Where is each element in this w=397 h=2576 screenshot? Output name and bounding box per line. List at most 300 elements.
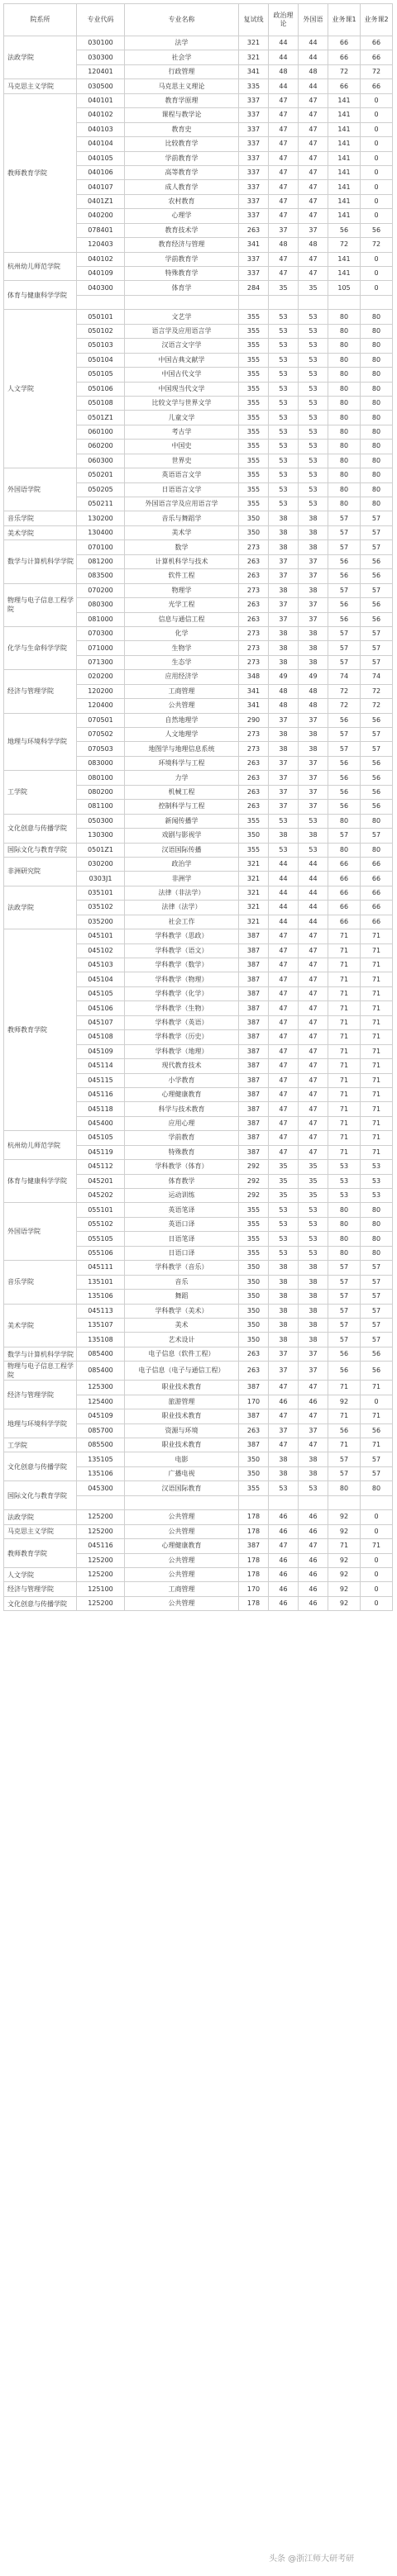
score-cell: 57 — [361, 655, 393, 669]
score-cell: 263 — [239, 785, 269, 799]
score-cell: 273 — [239, 728, 269, 742]
code-cell: 071000 — [77, 641, 125, 655]
score-cell: 355 — [239, 1232, 269, 1246]
score-cell: 56 — [328, 785, 361, 799]
score-cell: 47 — [269, 137, 299, 151]
score-cell: 71 — [361, 1409, 393, 1423]
score-cell: 38 — [269, 655, 299, 669]
major-name-cell: 公共管理 — [125, 1567, 239, 1581]
major-name-cell: 社会工作 — [125, 915, 239, 929]
score-cell: 141 — [328, 267, 361, 281]
score-cell: 71 — [328, 986, 361, 1000]
dept-cell: 地理与环境科学学院 — [4, 713, 77, 771]
code-cell: 045105 — [77, 1131, 125, 1145]
score-cell: 66 — [328, 886, 361, 900]
score-cell: 66 — [328, 36, 361, 50]
code-cell: 050106 — [77, 382, 125, 396]
score-cell: 71 — [328, 1438, 361, 1452]
code-cell: 040105 — [77, 151, 125, 165]
score-cell: 66 — [361, 36, 393, 50]
score-cell: 48 — [269, 699, 299, 713]
score-cell: 72 — [361, 64, 393, 78]
score-cell: 53 — [269, 1217, 299, 1231]
score-cell: 350 — [239, 1304, 269, 1318]
score-cell: 37 — [269, 569, 299, 583]
score-cell: 57 — [361, 1304, 393, 1318]
dept-cell: 数学与计算机科学学院 — [4, 1347, 77, 1361]
score-cell: 80 — [361, 1481, 393, 1495]
score-cell: 38 — [269, 728, 299, 742]
score-cell: 56 — [328, 771, 361, 785]
score-cell: 66 — [361, 50, 393, 64]
score-cell: 46 — [269, 1567, 299, 1581]
code-cell — [77, 295, 125, 309]
score-cell: 71 — [361, 972, 393, 986]
score-cell: 263 — [239, 1423, 269, 1438]
score-cell: 44 — [299, 50, 328, 64]
score-cell: 92 — [328, 1395, 361, 1409]
score-cell: 53 — [269, 1481, 299, 1495]
score-cell: 57 — [361, 626, 393, 640]
score-cell: 53 — [299, 454, 328, 468]
code-cell: 135105 — [77, 1452, 125, 1466]
score-cell: 37 — [299, 598, 328, 612]
score-cell: 47 — [299, 194, 328, 208]
score-cell: 355 — [239, 339, 269, 353]
score-cell: 387 — [239, 1044, 269, 1058]
score-cell: 71 — [361, 1001, 393, 1015]
score-cell: 38 — [299, 1304, 328, 1318]
score-cell: 53 — [299, 396, 328, 410]
major-name-cell: 机械工程 — [125, 785, 239, 799]
code-cell: 040102 — [77, 252, 125, 266]
dept-cell: 体育与健康科学学院 — [4, 281, 77, 310]
score-cell: 57 — [361, 511, 393, 525]
score-cell: 80 — [361, 1232, 393, 1246]
dept-cell: 音乐学院 — [4, 511, 77, 525]
score-cell: 0 — [361, 93, 393, 107]
score-cell: 141 — [328, 108, 361, 122]
major-name-cell: 体育学 — [125, 281, 239, 295]
score-cell: 71 — [328, 1087, 361, 1101]
score-cell — [328, 295, 361, 309]
code-cell: 125300 — [77, 1381, 125, 1395]
score-cell: 56 — [328, 800, 361, 814]
major-name-cell: 教育经济与管理 — [125, 238, 239, 252]
major-name-cell: 英语语言文学 — [125, 468, 239, 482]
score-cell: 387 — [239, 1116, 269, 1130]
code-cell: 050105 — [77, 368, 125, 382]
score-cell: 263 — [239, 569, 269, 583]
score-cell: 47 — [269, 1145, 299, 1159]
score-cell: 47 — [269, 194, 299, 208]
score-cell: 71 — [361, 958, 393, 972]
major-name-cell: 生态学 — [125, 655, 239, 669]
code-cell: 085400 — [77, 1347, 125, 1361]
score-cell: 47 — [299, 1409, 328, 1423]
table-row — [4, 583, 393, 597]
score-cell: 341 — [239, 684, 269, 698]
score-cell: 0 — [361, 137, 393, 151]
score-cell: 284 — [239, 281, 269, 295]
score-cell: 37 — [299, 1347, 328, 1361]
major-name-cell: 小学教育 — [125, 1073, 239, 1087]
major-name-cell: 法律（非法学） — [125, 886, 239, 900]
score-cell: 56 — [361, 598, 393, 612]
score-cell: 56 — [328, 223, 361, 237]
score-cell: 47 — [269, 108, 299, 122]
score-cell: 44 — [299, 79, 328, 93]
major-name-cell: 职业技术教育 — [125, 1381, 239, 1395]
score-cell: 37 — [269, 1423, 299, 1438]
table-body — [4, 36, 393, 1611]
major-name-cell: 学科教学（音乐） — [125, 1261, 239, 1275]
score-cell: 38 — [299, 742, 328, 756]
dept-cell: 国际文化与教育学院 — [4, 843, 77, 857]
score-cell: 355 — [239, 1481, 269, 1495]
code-cell: 081000 — [77, 612, 125, 626]
score-cell: 71 — [361, 1381, 393, 1395]
header-cell: 业务课2 — [361, 4, 393, 36]
code-cell: 040102 — [77, 108, 125, 122]
dept-cell: 文化创意与传播学院 — [4, 814, 77, 843]
code-cell: 040109 — [77, 267, 125, 281]
table-row — [4, 1596, 393, 1610]
code-cell: 045400 — [77, 1116, 125, 1130]
score-cell: 37 — [269, 612, 299, 626]
score-cell: 0 — [361, 122, 393, 136]
major-name-cell: 政治学 — [125, 857, 239, 871]
score-cell: 71 — [328, 1381, 361, 1395]
score-cell: 57 — [361, 1261, 393, 1275]
score-cell: 273 — [239, 641, 269, 655]
code-cell: 030300 — [77, 50, 125, 64]
score-cell: 355 — [239, 1246, 269, 1260]
score-cell: 387 — [239, 1015, 269, 1029]
score-cell: 57 — [361, 1466, 393, 1480]
score-cell: 38 — [299, 829, 328, 843]
score-cell: 57 — [328, 540, 361, 554]
score-cell: 47 — [299, 986, 328, 1000]
score-cell: 80 — [328, 353, 361, 367]
score-cell: 38 — [299, 1452, 328, 1466]
score-cell: 263 — [239, 598, 269, 612]
score-cell: 71 — [361, 1145, 393, 1159]
score-cell: 355 — [239, 368, 269, 382]
dept-cell: 杭州幼儿师范学院 — [4, 252, 77, 281]
score-cell: 53 — [299, 353, 328, 367]
score-cell: 355 — [239, 843, 269, 857]
score-cell: 66 — [361, 857, 393, 871]
score-cell: 71 — [328, 1030, 361, 1044]
score-cell: 80 — [328, 468, 361, 482]
score-cell: 337 — [239, 151, 269, 165]
score-cell: 37 — [299, 223, 328, 237]
score-cell: 35 — [299, 281, 328, 295]
major-name-cell: 工商管理 — [125, 684, 239, 698]
score-cell: 47 — [299, 1015, 328, 1029]
score-cell: 37 — [299, 554, 328, 568]
score-cell: 350 — [239, 1452, 269, 1466]
score-cell: 48 — [269, 64, 299, 78]
major-name-cell: 旅游管理 — [125, 1395, 239, 1409]
score-cell: 337 — [239, 122, 269, 136]
score-cell: 53 — [328, 1160, 361, 1174]
score-cell: 53 — [361, 1174, 393, 1188]
major-name-cell: 学科教学（思政） — [125, 929, 239, 943]
score-cell: 341 — [239, 238, 269, 252]
major-name-cell: 心理健康教育 — [125, 1539, 239, 1553]
score-cell: 56 — [328, 756, 361, 770]
score-cell: 53 — [299, 843, 328, 857]
score-cell: 71 — [328, 958, 361, 972]
score-cell: 44 — [299, 872, 328, 886]
major-name-cell: 化学 — [125, 626, 239, 640]
major-name-cell: 高等教育学 — [125, 165, 239, 179]
score-cell: 56 — [361, 223, 393, 237]
score-cell: 37 — [299, 612, 328, 626]
score-cell: 66 — [328, 50, 361, 64]
major-name-cell: 物理学 — [125, 583, 239, 597]
score-cell: 56 — [328, 713, 361, 727]
score-cell: 80 — [328, 440, 361, 454]
score-cell: 71 — [328, 1102, 361, 1116]
dept-cell: 文化创意与传播学院 — [4, 1452, 77, 1481]
score-cell: 38 — [269, 1466, 299, 1480]
code-cell: 050300 — [77, 814, 125, 828]
table-row — [4, 771, 393, 785]
code-cell: 045102 — [77, 943, 125, 958]
major-name-cell: 学科教学（地理） — [125, 1044, 239, 1058]
dept-cell: 物理与电子信息工程学院 — [4, 583, 77, 626]
major-name-cell: 英语笔译 — [125, 1203, 239, 1217]
major-name-cell: 新闻传播学 — [125, 814, 239, 828]
code-cell: 083000 — [77, 756, 125, 770]
major-name-cell: 公共管理 — [125, 1553, 239, 1567]
score-cell: 47 — [299, 180, 328, 194]
score-cell: 47 — [299, 1131, 328, 1145]
score-cell: 53 — [269, 1203, 299, 1217]
score-cell: 66 — [328, 79, 361, 93]
score-cell: 80 — [328, 382, 361, 396]
score-cell: 44 — [269, 901, 299, 915]
score-cell: 80 — [361, 324, 393, 338]
major-name-cell: 教育技术学 — [125, 223, 239, 237]
score-cell: 47 — [269, 1438, 299, 1452]
score-cell: 71 — [361, 1015, 393, 1029]
score-cell: 47 — [299, 1044, 328, 1058]
score-cell: 47 — [299, 165, 328, 179]
code-cell: 030100 — [77, 36, 125, 50]
score-cell: 47 — [299, 137, 328, 151]
score-cell: 47 — [269, 972, 299, 986]
code-cell: 081200 — [77, 554, 125, 568]
score-cell: 47 — [269, 1381, 299, 1395]
score-cell: 53 — [299, 411, 328, 425]
score-cell: 35 — [269, 281, 299, 295]
score-cell: 355 — [239, 1203, 269, 1217]
score-cell: 66 — [361, 79, 393, 93]
score-cell: 178 — [239, 1596, 269, 1610]
score-cell: 47 — [299, 943, 328, 958]
score-cell: 80 — [361, 339, 393, 353]
score-cell: 57 — [328, 742, 361, 756]
major-name-cell: 中国古典文献学 — [125, 353, 239, 367]
score-cell: 80 — [328, 1203, 361, 1217]
score-cell: 38 — [269, 525, 299, 539]
score-cell: 38 — [299, 626, 328, 640]
score-cell: 37 — [269, 598, 299, 612]
score-cell: 57 — [328, 1275, 361, 1289]
score-cell: 53 — [299, 368, 328, 382]
score-cell: 0 — [361, 1510, 393, 1524]
score-cell: 72 — [328, 684, 361, 698]
score-cell: 355 — [239, 310, 269, 324]
score-cell: 71 — [361, 1131, 393, 1145]
score-cell: 48 — [299, 699, 328, 713]
score-cell: 350 — [239, 1318, 269, 1332]
score-cell: 47 — [269, 1001, 299, 1015]
table-row — [4, 310, 393, 324]
score-cell: 44 — [269, 915, 299, 929]
score-cell: 387 — [239, 1131, 269, 1145]
watermark-text: 头条 @浙江师大研考研 — [269, 2555, 355, 2564]
code-cell: 040104 — [77, 137, 125, 151]
score-cell: 66 — [361, 872, 393, 886]
dept-cell: 法政学院 — [4, 1510, 77, 1524]
score-cell: 37 — [299, 800, 328, 814]
code-cell: 125100 — [77, 1582, 125, 1596]
score-cell: 44 — [269, 36, 299, 50]
major-name-cell: 职业技术教育 — [125, 1438, 239, 1452]
dept-cell: 教师教育学院 — [4, 929, 77, 1131]
score-cell: 387 — [239, 1030, 269, 1044]
major-name-cell: 公共管理 — [125, 1596, 239, 1610]
code-cell: 050108 — [77, 396, 125, 410]
major-name-cell: 环境科学与工程 — [125, 756, 239, 770]
score-cell: 48 — [299, 64, 328, 78]
major-name-cell: 计算机科学与技术 — [125, 554, 239, 568]
score-cell: 71 — [361, 1044, 393, 1058]
score-cell: 48 — [269, 238, 299, 252]
score-cell: 47 — [299, 1116, 328, 1130]
score-cell: 321 — [239, 915, 269, 929]
score-cell: 80 — [361, 396, 393, 410]
score-cell: 46 — [299, 1553, 328, 1567]
score-cell: 387 — [239, 1381, 269, 1395]
score-cell: 170 — [239, 1582, 269, 1596]
code-cell: 045115 — [77, 1073, 125, 1087]
score-cell: 47 — [269, 1087, 299, 1101]
score-cell: 53 — [328, 1189, 361, 1203]
score-cell: 38 — [269, 829, 299, 843]
score-cell: 53 — [299, 324, 328, 338]
code-cell: 135106 — [77, 1290, 125, 1304]
score-cell: 273 — [239, 626, 269, 640]
score-cell: 35 — [269, 1174, 299, 1188]
score-cell: 337 — [239, 252, 269, 266]
score-cell: 66 — [328, 901, 361, 915]
header-cell: 专业代码 — [77, 4, 125, 36]
score-cell: 80 — [328, 814, 361, 828]
score-cell: 53 — [299, 1481, 328, 1495]
score-cell: 57 — [328, 829, 361, 843]
score-cell: 355 — [239, 353, 269, 367]
dept-cell: 经济与管理学院 — [4, 670, 77, 713]
score-cell — [361, 295, 393, 309]
score-cell: 80 — [328, 1246, 361, 1260]
score-cell: 44 — [299, 886, 328, 900]
table-row — [4, 929, 393, 943]
major-name-cell — [125, 295, 239, 309]
major-name-cell: 学科教学（数学） — [125, 958, 239, 972]
score-cell: 141 — [328, 209, 361, 223]
major-name-cell: 学科教学（英语） — [125, 1015, 239, 1029]
dept-cell: 马克思主义学院 — [4, 1524, 77, 1538]
major-name-cell: 农村教育 — [125, 194, 239, 208]
score-cell: 38 — [269, 540, 299, 554]
score-cell: 92 — [328, 1582, 361, 1596]
score-cell: 47 — [269, 122, 299, 136]
score-cell: 53 — [299, 425, 328, 439]
major-name-cell: 特殊教育 — [125, 1145, 239, 1159]
score-cell: 170 — [239, 1395, 269, 1409]
score-cell: 337 — [239, 108, 269, 122]
score-cell: 57 — [361, 1275, 393, 1289]
code-cell: 050103 — [77, 339, 125, 353]
code-cell: 045300 — [77, 1481, 125, 1495]
score-cell: 56 — [361, 1423, 393, 1438]
score-cell: 0 — [361, 209, 393, 223]
code-cell: 045103 — [77, 958, 125, 972]
score-cell: 47 — [269, 1116, 299, 1130]
dept-cell: 音乐学院 — [4, 1261, 77, 1304]
score-cell: 53 — [269, 353, 299, 367]
score-cell: 80 — [361, 843, 393, 857]
table-row — [4, 1160, 393, 1174]
score-cell: 72 — [361, 699, 393, 713]
table-row — [4, 1452, 393, 1466]
major-name-cell: 法学 — [125, 36, 239, 50]
score-cell: 57 — [328, 1261, 361, 1275]
code-cell: 045201 — [77, 1174, 125, 1188]
score-cell — [299, 1495, 328, 1509]
score-cell: 37 — [269, 554, 299, 568]
code-cell: 020200 — [77, 670, 125, 684]
score-cell: 53 — [299, 1246, 328, 1260]
score-cell: 44 — [299, 857, 328, 871]
code-cell: 070100 — [77, 540, 125, 554]
score-cell: 38 — [269, 742, 299, 756]
table-row — [4, 886, 393, 900]
code-cell: 135101 — [77, 1275, 125, 1289]
code-cell: 040107 — [77, 180, 125, 194]
code-cell: 060200 — [77, 440, 125, 454]
table-row — [4, 1510, 393, 1524]
score-cell: 350 — [239, 1333, 269, 1347]
score-cell: 53 — [299, 440, 328, 454]
score-cell: 57 — [361, 1452, 393, 1466]
code-cell: 130400 — [77, 525, 125, 539]
score-cell: 53 — [299, 497, 328, 511]
major-name-cell: 教育学原理 — [125, 93, 239, 107]
score-cell: 57 — [361, 728, 393, 742]
score-cell: 71 — [361, 1030, 393, 1044]
score-cell: 57 — [328, 511, 361, 525]
score-cell: 71 — [361, 1059, 393, 1073]
score-cell: 38 — [269, 1333, 299, 1347]
score-cell: 53 — [269, 425, 299, 439]
